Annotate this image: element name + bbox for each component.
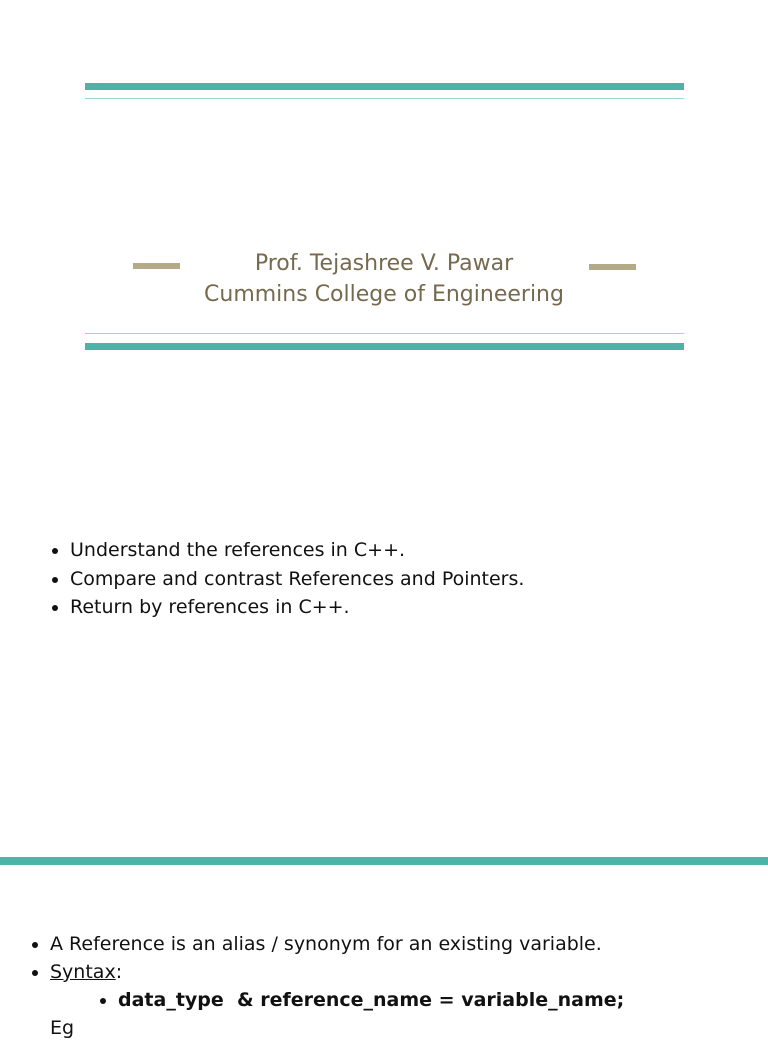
example-label: Eg xyxy=(50,1017,75,1039)
author-name: Prof. Tejashree V. Pawar xyxy=(254,251,514,276)
bottom-thin-rule xyxy=(85,333,684,334)
syntax-sublist xyxy=(20,986,624,1014)
slide-header-rule xyxy=(0,857,768,865)
top-thin-rule xyxy=(85,98,684,99)
syntax-code: • data_type & reference_name = variable_name; xyxy=(118,986,624,1014)
bottom-thick-rule xyxy=(85,343,684,350)
syntax-colon: : xyxy=(115,961,123,983)
objectives-list xyxy=(40,536,524,622)
definition-text: A Reference is an alias / synonym for an existing variable. xyxy=(50,933,602,955)
references-content xyxy=(20,930,624,1042)
objective-item: • Compare and contrast References and Pointers. xyxy=(70,565,524,594)
definition-item xyxy=(50,930,624,958)
author-block xyxy=(160,248,608,310)
objective-item: • Return by references in C++. xyxy=(70,593,524,622)
top-thick-rule xyxy=(85,83,684,90)
syntax-label: Syntax xyxy=(50,961,116,983)
title-slide xyxy=(0,0,768,430)
objective-item: • Understand the references in C++. xyxy=(70,536,524,565)
objectives-slide xyxy=(0,430,768,860)
institution-name: Cummins College of Engineering xyxy=(204,282,564,307)
example-line xyxy=(20,1014,624,1042)
syntax-item xyxy=(50,958,624,986)
references-list xyxy=(20,930,624,986)
references-slide xyxy=(0,860,768,1039)
